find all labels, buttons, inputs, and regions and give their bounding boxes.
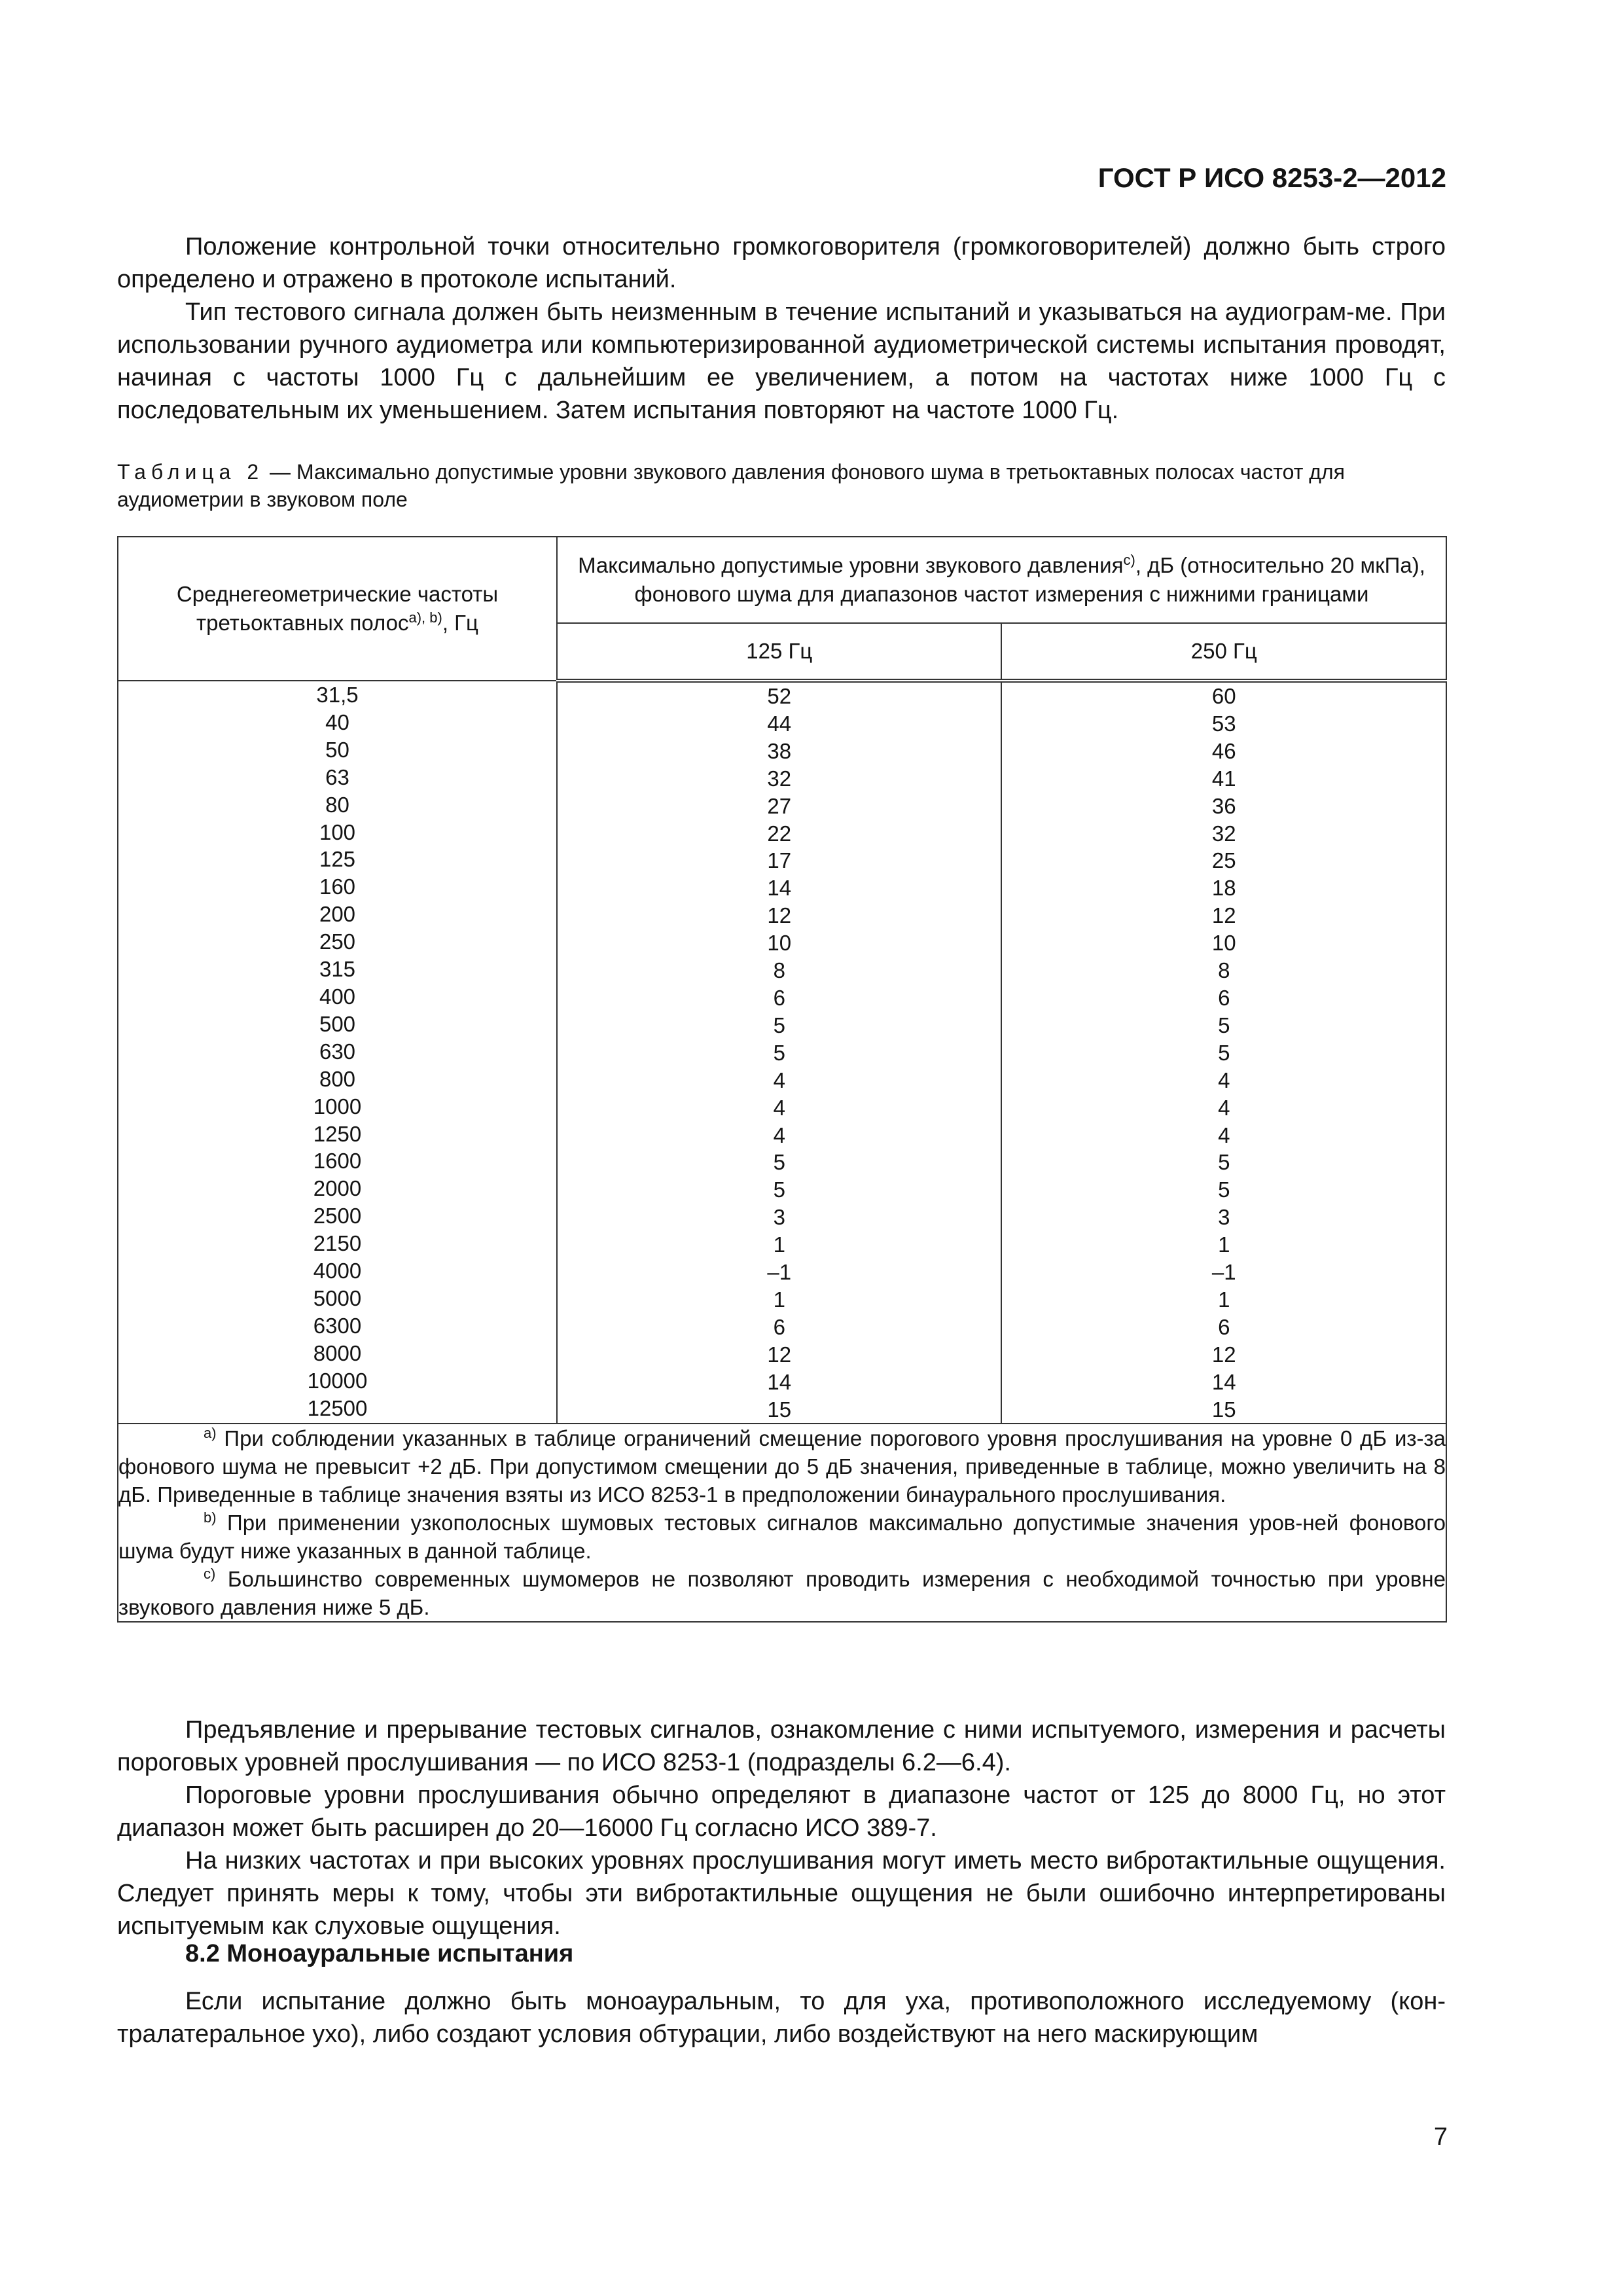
level-250-cell: 14: [1211, 1369, 1236, 1394]
table-note-b: [118, 1509, 1446, 1565]
frequency-cell: 630: [319, 1039, 356, 1064]
table-notes: [118, 1424, 1446, 1622]
frequency-cell: 40: [325, 709, 349, 734]
level-250-cell: 6: [1218, 985, 1230, 1010]
level-250-cell: 5: [1218, 1013, 1230, 1037]
level-250-cell: 4: [1218, 1122, 1230, 1147]
level-250-cell: 46: [1211, 738, 1236, 763]
level-125-cell: 27: [767, 793, 792, 818]
note-b-mark: b): [204, 1509, 217, 1526]
frequency-cell: 10000: [307, 1368, 368, 1393]
level-125-cell: 32: [767, 766, 792, 791]
frequency-cell: 315: [319, 957, 356, 982]
note-b-text: При применении узкополосных шумовых тестовых сигналов максимально допустимые значения уров-ней фонового шума будут ниже указанных в данной таблице.: [118, 1511, 1446, 1564]
standard-code-header: ГОСТ Р ИСО 8253-2—2012: [1097, 162, 1446, 193]
max-level-column-header: [557, 537, 1446, 623]
table-caption: [117, 458, 1446, 513]
intro-paragraph-2: Тип тестового сигнала должен быть неизменным в течение испытаний и указываться на аудиограм-ме. При использовании ручного аудиометра или компьютеризированной аудиометрической системы испытания проводят, начиная с частоты 1000 Гц с дальнейшим ее увеличением, а потом на частотах ниже 1000 Гц с последовательным их уменьшением. Затем испытания повторяют на частоте 1000 Гц.: [117, 298, 1446, 424]
level-125-cell: 52: [767, 684, 792, 708]
max-level-header-sup: c): [1123, 552, 1135, 568]
frequency-cell: 1600: [313, 1149, 362, 1174]
frequency-cell: 125: [319, 847, 356, 872]
intro-paragraph-1: Положение контрольной точки относительно громкоговорителя (громкоговорителей) должно быть строго определено и отражено в протоколе испытаний.: [117, 233, 1446, 293]
page-number: 7: [1433, 2123, 1448, 2151]
level-125-cell: 17: [767, 848, 792, 873]
level-250-cell: 3: [1218, 1205, 1230, 1230]
subheader-125: 125 Гц: [557, 623, 1001, 681]
after-paragraph-1: Предъявление и прерывание тестовых сигналов, ознакомление с ними испытуемого, измерения и расчеты пороговых уровней прослушивания — по ИСО 8253-1 (подразделы 6.2—6.4).: [117, 1716, 1446, 1776]
final-paragraph: Если испытание должно быть моноауральным, то для уха, противоположного исследуемому (кон-тралатеральное ухо), либо создают условия обтурации, либо воздействуют на него маскирующим: [117, 1988, 1446, 2048]
after-table-text: [117, 1713, 1446, 1943]
frequency-cell: 250: [319, 929, 356, 954]
level-125-cell: 4: [773, 1122, 785, 1147]
level-125-cell: 12: [767, 903, 792, 928]
frequency-header-text: Среднегеометрические частоты третьоктавных полос: [176, 582, 499, 635]
frequency-cell: 4000: [313, 1259, 362, 1283]
frequency-cell: 31,5: [316, 683, 359, 707]
level-125-cell: 1: [773, 1287, 785, 1312]
level-125-cell: 5: [773, 1040, 785, 1065]
level-125-cell: 5: [773, 1177, 785, 1202]
level-250-cell: 4: [1218, 1095, 1230, 1120]
frequency-cell: 200: [319, 902, 356, 927]
level-125-cell: 38: [767, 738, 792, 763]
note-c-text: Большинство современных шумомеров не позволяют проводить измерения с необходимой точностью при уровне звукового давления ниже 5 дБ.: [118, 1567, 1446, 1620]
level-125-cell: 14: [767, 1369, 792, 1394]
level-125-cell: 6: [773, 985, 785, 1010]
level-250-cell: 12: [1211, 1342, 1236, 1367]
table-note-c: [118, 1565, 1446, 1621]
after-paragraph-2: Пороговые уровни прослушивания обычно определяют в диапазоне частот от 125 до 8000 Гц, но этот диапазон может быть расширен до 20—16000 Гц согласно ИСО 389-7.: [117, 1782, 1446, 1842]
level-125-cell: 5: [773, 1150, 785, 1175]
level-250-cell: 53: [1211, 711, 1236, 736]
level-125-cell: 3: [773, 1205, 785, 1230]
table-note-a: [118, 1424, 1446, 1509]
after-paragraph-3: На низких частотах и при высоких уровнях прослушивания могут иметь место вибротактильные ощущения. Следует принять меры к тому, чтобы эти вибротактильные ощущения не были ошибочно интерпретированы испытуемым как слуховые ощущения.: [117, 1847, 1446, 1940]
level-125-cell: 15: [767, 1397, 792, 1422]
level-125-cell: 14: [767, 876, 792, 901]
level-250-cell: 5: [1218, 1150, 1230, 1175]
level-250-cell: 12: [1211, 903, 1236, 928]
frequency-cell: 80: [325, 792, 349, 817]
note-a-mark: a): [204, 1425, 217, 1442]
level-125-cell: 1: [773, 1232, 785, 1257]
levels-125-column: [557, 681, 1001, 1424]
noise-levels-table: [117, 536, 1447, 1623]
level-125-cell: 10: [767, 931, 792, 956]
level-125-cell: 8: [773, 958, 785, 983]
frequency-cell: 5000: [313, 1285, 362, 1310]
level-250-cell: 15: [1211, 1397, 1236, 1422]
level-250-cell: 4: [1218, 1067, 1230, 1092]
levels-250-column: [1001, 681, 1446, 1424]
frequency-cell: 160: [319, 874, 356, 899]
frequency-cell: 100: [319, 819, 356, 844]
max-level-header-text: Максимально допустимые уровни звукового давления: [578, 553, 1124, 577]
frequency-cell: 400: [319, 984, 356, 1009]
level-250-cell: 10: [1211, 931, 1236, 956]
frequency-cell: 63: [325, 764, 349, 789]
frequency-cell: 2500: [313, 1204, 362, 1229]
frequency-cell: 500: [319, 1011, 356, 1036]
level-250-cell: –1: [1211, 1260, 1236, 1285]
level-250-cell: 1: [1218, 1287, 1230, 1312]
level-125-cell: 44: [767, 711, 792, 736]
level-250-cell: 41: [1211, 766, 1236, 791]
frequency-column-header: [118, 537, 557, 681]
level-125-cell: –1: [767, 1260, 792, 1285]
note-c-mark: c): [204, 1566, 216, 1583]
frequency-values-column: [118, 681, 557, 1424]
level-125-cell: 5: [773, 1013, 785, 1037]
note-a-text: При соблюдении указанных в таблице ограничений смещение порогового уровня прослушивания на уровне 0 дБ из-за фонового шума не превысит +2 дБ. При допустимом смещении до 5 дБ значения, приведенные в таблице, можно увеличить на 8 дБ. Приведенные в таблице значения взяты из ИСО 8253-1 в предположении бинаурального прослушивания.: [118, 1426, 1446, 1507]
frequency-cell: 1250: [313, 1121, 362, 1146]
level-250-cell: 5: [1218, 1177, 1230, 1202]
frequency-cell: 50: [325, 737, 349, 762]
final-text: [117, 1985, 1446, 2051]
frequency-cell: 2150: [313, 1231, 362, 1256]
level-125-cell: 12: [767, 1342, 792, 1367]
max-level-header-rest: , дБ (относительно 20 мкПа), фонового шума для диапазонов частот измерения с нижними границами: [634, 553, 1425, 606]
intro-text: [117, 230, 1446, 427]
level-250-cell: 36: [1211, 793, 1236, 818]
frequency-cell: 8000: [313, 1340, 362, 1365]
level-250-cell: 1: [1218, 1232, 1230, 1257]
level-250-cell: 60: [1211, 684, 1236, 708]
frequency-cell: 2000: [313, 1176, 362, 1201]
level-125-cell: 6: [773, 1314, 785, 1339]
frequency-cell: 6300: [313, 1313, 362, 1338]
section-title: 8.2 Моноауральные испытания: [185, 1940, 574, 1967]
level-250-cell: 5: [1218, 1040, 1230, 1065]
table-caption-label: Таблица 2: [117, 460, 264, 484]
level-250-cell: 6: [1218, 1314, 1230, 1339]
level-125-cell: 22: [767, 821, 792, 846]
level-125-cell: 4: [773, 1067, 785, 1092]
level-125-cell: 4: [773, 1095, 785, 1120]
subheader-250: 250 Гц: [1001, 623, 1446, 681]
level-250-cell: 32: [1211, 821, 1236, 846]
level-250-cell: 25: [1211, 848, 1236, 873]
frequency-cell: 800: [319, 1066, 356, 1091]
level-250-cell: 18: [1211, 876, 1236, 901]
frequency-cell: 12500: [307, 1395, 368, 1420]
frequency-header-sup: a), b): [408, 609, 442, 626]
frequency-header-unit: , Гц: [442, 611, 478, 635]
level-250-cell: 8: [1218, 958, 1230, 983]
table-caption-text: — Максимально допустимые уровни звукового давления фонового шума в третьоктавных полосах частот для аудиометрии в звуковом поле: [117, 460, 1345, 511]
frequency-cell: 1000: [313, 1094, 362, 1119]
